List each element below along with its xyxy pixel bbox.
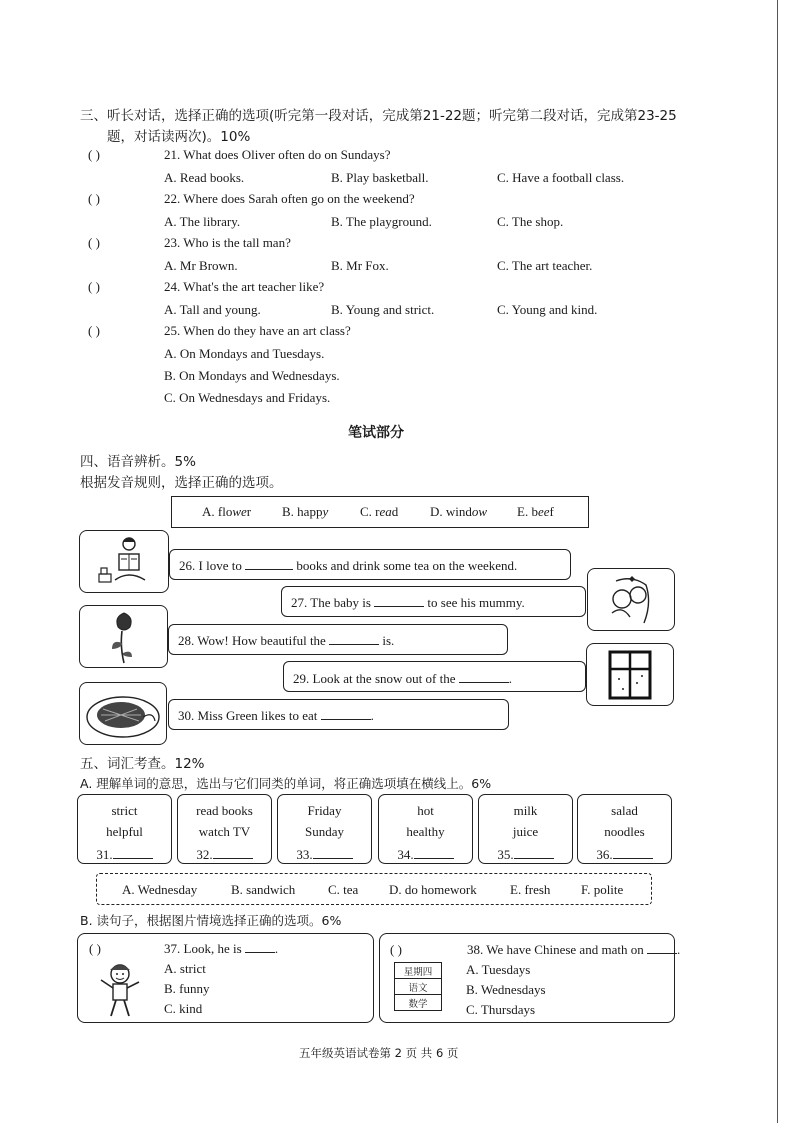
word-card-36: salad noodles 36. bbox=[577, 794, 672, 864]
flower-picture bbox=[79, 605, 168, 668]
answer-paren[interactable]: ( ) bbox=[88, 279, 100, 294]
answer-paren[interactable]: ( ) bbox=[88, 147, 100, 162]
section3-title-line2: 题，对话读两次)。10% bbox=[107, 129, 251, 145]
sentence-29: 29. Look at the snow out of the . bbox=[293, 671, 512, 686]
option-a: A. Read books. bbox=[164, 170, 245, 185]
option-b: B. On Mondays and Wednesdays. bbox=[164, 368, 340, 383]
blank-34[interactable] bbox=[414, 847, 454, 859]
word-card-31: strict helpful 31. bbox=[77, 794, 172, 864]
section4-title: 四、语音辨析。5% bbox=[80, 454, 196, 470]
question-stem: 21. What does Oliver often do on Sundays? bbox=[164, 147, 391, 162]
sentence-28: 28. Wow! How beautiful the is. bbox=[178, 633, 395, 648]
question-stem: 23. Who is the tall man? bbox=[164, 235, 291, 250]
section5-partB: B. 读句子，根据图片情境选择正确的选项。6% bbox=[80, 913, 342, 928]
choice-f: F. polite bbox=[581, 882, 624, 897]
q38-option-b: B. Wednesdays bbox=[466, 982, 546, 997]
timetable-day: 星期四 bbox=[395, 963, 442, 979]
option-b: B. Mr Fox. bbox=[331, 258, 389, 273]
phonics-option-c: C. read bbox=[360, 504, 399, 519]
option-c: C. Have a football class. bbox=[497, 170, 625, 185]
option-a: A. The library. bbox=[164, 214, 241, 229]
q38-option-c: C. Thursdays bbox=[466, 1002, 536, 1017]
q37-option-c: C. kind bbox=[164, 1001, 203, 1016]
page-edge-line bbox=[777, 0, 778, 1123]
blank-37 bbox=[245, 941, 275, 953]
timetable bbox=[394, 962, 442, 1011]
beef-icon bbox=[83, 687, 163, 741]
answer-paren-37[interactable]: ( ) bbox=[89, 941, 101, 956]
page-footer: 五年级英语试卷第 2 页 共 6 页 bbox=[299, 1046, 459, 1060]
option-b: B. Young and strict. bbox=[331, 302, 435, 317]
option-a: A. Mr Brown. bbox=[164, 258, 238, 273]
q38-stem: 38. We have Chinese and math on bbox=[467, 942, 644, 957]
mother-baby-icon bbox=[596, 573, 666, 627]
choice-d: D. do homework bbox=[389, 882, 477, 897]
funny-boy-picture bbox=[95, 962, 145, 1024]
blank-36[interactable] bbox=[613, 847, 653, 859]
question-stem: 25. When do they have an art class? bbox=[164, 323, 351, 338]
window-picture bbox=[586, 643, 674, 706]
option-c: C. The art teacher. bbox=[497, 258, 593, 273]
answer-paren[interactable]: ( ) bbox=[88, 323, 100, 338]
option-a: A. Tall and young. bbox=[164, 302, 261, 317]
beef-picture bbox=[79, 682, 167, 745]
blank-26[interactable] bbox=[245, 558, 293, 570]
timetable-subject-math: 数学 bbox=[395, 995, 442, 1011]
q37-stem: 37. Look, he is bbox=[164, 941, 242, 956]
word-card-33: Friday Sunday 33. bbox=[277, 794, 372, 864]
blank-30[interactable] bbox=[321, 708, 371, 720]
choice-b: B. sandwich bbox=[231, 882, 296, 897]
funny-boy-icon bbox=[95, 962, 145, 1020]
blank-28[interactable] bbox=[329, 633, 379, 645]
timetable-subject-chinese: 语文 bbox=[395, 979, 442, 995]
choice-c: C. tea bbox=[328, 882, 359, 897]
answer-paren-38[interactable]: ( ) bbox=[390, 942, 402, 957]
option-c: C. On Wednesdays and Fridays. bbox=[164, 390, 331, 405]
q37-option-b: B. funny bbox=[164, 981, 210, 996]
option-c: C. Young and kind. bbox=[497, 302, 598, 317]
blank-29[interactable] bbox=[459, 671, 509, 683]
blank-31[interactable] bbox=[113, 847, 153, 859]
option-b: B. Play basketball. bbox=[331, 170, 429, 185]
word-card-34: hot healthy 34. bbox=[378, 794, 473, 864]
sentence-30: 30. Miss Green likes to eat . bbox=[178, 708, 374, 723]
choice-e: E. fresh bbox=[510, 882, 551, 897]
word-card-32: read books watch TV 32. bbox=[177, 794, 272, 864]
blank-35[interactable] bbox=[514, 847, 554, 859]
phonics-option-d: D. window bbox=[430, 504, 488, 519]
mother-baby-picture bbox=[587, 568, 675, 631]
blank-27[interactable] bbox=[374, 595, 424, 607]
question-stem: 24. What's the art teacher like? bbox=[164, 279, 325, 294]
section5-title: 五、词汇考查。12% bbox=[80, 756, 205, 772]
written-part-title: 笔试部分 bbox=[348, 425, 404, 441]
phonics-option-a: A. flower bbox=[202, 504, 252, 519]
phonics-option-b: B. happy bbox=[282, 504, 329, 519]
q38-option-a: A. Tuesdays bbox=[466, 962, 531, 977]
blank-32[interactable] bbox=[213, 847, 253, 859]
option-b: B. The playground. bbox=[331, 214, 432, 229]
question-stem: 22. Where does Sarah often go on the weekend? bbox=[164, 191, 415, 206]
sentence-26: 26. I love to books and drink some tea on the weekend. bbox=[179, 558, 518, 573]
sentence-27: 27. The baby is to see his mummy. bbox=[291, 595, 525, 610]
reading-girl-icon bbox=[89, 534, 159, 590]
section5-partA: A. 理解单词的意思，选出与它们同类的单词，将正确选项填在横线上。6% bbox=[80, 776, 492, 791]
reading-girl-picture bbox=[79, 530, 169, 593]
answer-paren[interactable]: ( ) bbox=[88, 235, 100, 250]
flower-icon bbox=[104, 609, 144, 665]
option-c: C. The shop. bbox=[497, 214, 564, 229]
q37-option-a: A. strict bbox=[164, 961, 206, 976]
section3-title: 三、听长对话，选择正确的选项(听完第一段对话，完成第21-22题；听完第二段对话，完成第23-25 bbox=[80, 108, 677, 124]
blank-33[interactable] bbox=[313, 847, 353, 859]
section4-instruction: 根据发音规则，选择正确的选项。 bbox=[80, 475, 283, 491]
answer-paren[interactable]: ( ) bbox=[88, 191, 100, 206]
choice-a: A. Wednesday bbox=[122, 882, 198, 897]
word-card-35: milk juice 35. bbox=[478, 794, 573, 864]
option-a: A. On Mondays and Tuesdays. bbox=[164, 346, 325, 361]
window-icon bbox=[607, 649, 653, 701]
phonics-option-e: E. beef bbox=[517, 504, 554, 519]
blank-38 bbox=[647, 942, 677, 954]
